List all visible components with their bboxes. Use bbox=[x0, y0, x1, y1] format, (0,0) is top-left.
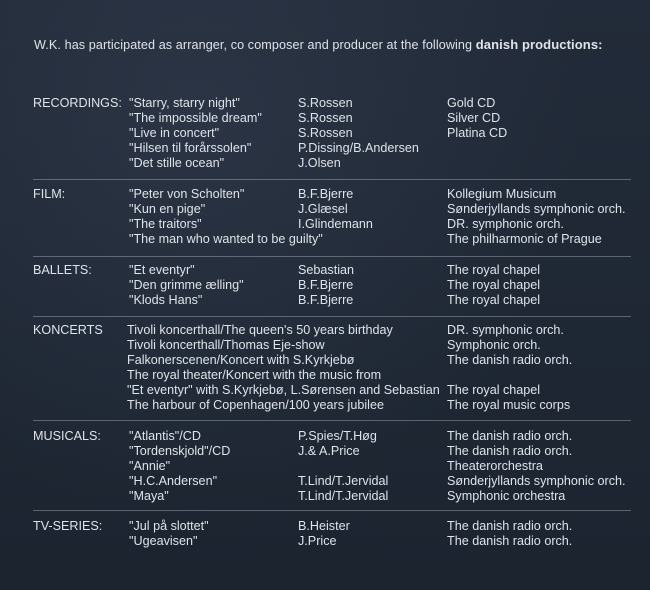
section-label-koncerts: KONCERTS bbox=[33, 323, 103, 337]
artist-cell: S.Rossen bbox=[298, 126, 353, 140]
title-cell: "Starry, starry night" bbox=[129, 96, 240, 110]
section-divider bbox=[33, 420, 631, 421]
orchestra-cell: Sønderjyllands symphonic orch. bbox=[447, 202, 626, 216]
award-cell: Silver CD bbox=[447, 111, 501, 125]
artist-cell: S.Rossen bbox=[298, 96, 353, 110]
orchestra-cell: The royal chapel bbox=[447, 278, 541, 292]
section-label-film: FILM: bbox=[33, 187, 66, 201]
title-cell: "H.C.Andersen" bbox=[129, 474, 218, 488]
composer-cell: Sebastian bbox=[298, 263, 355, 277]
title-cell: "Peter von Scholten" bbox=[129, 187, 245, 201]
section-label-tv-series: TV-SERIES: bbox=[33, 519, 103, 533]
section-divider bbox=[33, 256, 631, 257]
orchestra-cell: The danish radio orch. bbox=[447, 353, 573, 367]
intro-text: W.K. has participated as arranger, co composer and producer at the following bbox=[34, 38, 473, 52]
title-cell: "Den grimme ælling" bbox=[129, 278, 244, 292]
author-cell: J.Price bbox=[298, 534, 337, 548]
title-cell: "Jul på slottet" bbox=[129, 519, 209, 533]
artist-cell: P.Dissing/B.Andersen bbox=[298, 141, 419, 155]
artist-cell: J.Olsen bbox=[298, 156, 341, 170]
award-cell: Platina CD bbox=[447, 126, 508, 140]
orchestra-cell: The royal music corps bbox=[447, 398, 571, 412]
title-cell: "The traitors" bbox=[129, 217, 202, 231]
title-cell: "Ugeavisen" bbox=[129, 534, 198, 548]
title-cell: "Annie" bbox=[129, 459, 171, 473]
venue-cell: Tivoli koncerthall/The queen's 50 years birthday bbox=[127, 323, 393, 337]
artist-cell: S.Rossen bbox=[298, 111, 353, 125]
title-cell: "Maya" bbox=[129, 489, 169, 503]
title-cell: "Live in concert" bbox=[129, 126, 220, 140]
title-cell: "Klods Hans" bbox=[129, 293, 203, 307]
orchestra-cell: The royal chapel bbox=[447, 263, 541, 277]
title-cell: "Atlantis"/CD bbox=[129, 429, 201, 443]
author-cell: B.Heister bbox=[298, 519, 350, 533]
author-cell: T.Lind/T.Jervidal bbox=[298, 489, 389, 503]
orchestra-cell: The royal chapel bbox=[447, 383, 541, 397]
title-cell: "Tordenskjold"/CD bbox=[129, 444, 231, 458]
orchestra-cell: The danish radio orch. bbox=[447, 429, 573, 443]
author-cell: T.Lind/T.Jervidal bbox=[298, 474, 389, 488]
venue-cell: Tivoli koncerthall/Thomas Eje-show bbox=[127, 338, 325, 352]
orchestra-cell: Symphonic orch. bbox=[447, 338, 541, 352]
orchestra-cell: Kollegium Musicum bbox=[447, 187, 557, 201]
composer-cell: B.F.Bjerre bbox=[298, 293, 354, 307]
section-divider bbox=[33, 510, 631, 511]
title-cell: "The man who wanted to be guilty" bbox=[129, 232, 323, 246]
title-cell: "Hilsen til forårssolen" bbox=[129, 141, 252, 155]
orchestra-cell: Theaterorchestra bbox=[447, 459, 543, 473]
title-cell: "Det stille ocean" bbox=[129, 156, 225, 170]
orchestra-cell: The philharmonic of Prague bbox=[447, 232, 602, 246]
section-label-recordings: RECORDINGS: bbox=[33, 96, 122, 110]
orchestra-cell: The danish radio orch. bbox=[447, 534, 573, 548]
venue-cell: The harbour of Copenhagen/100 years jubilee bbox=[127, 398, 384, 412]
orchestra-cell: Symphonic orchestra bbox=[447, 489, 566, 503]
section-label-ballets: BALLETS: bbox=[33, 263, 92, 277]
author-cell: J.& A.Price bbox=[298, 444, 360, 458]
orchestra-cell: DR. symphonic orch. bbox=[447, 217, 564, 231]
title-cell: "Kun en pige" bbox=[129, 202, 206, 216]
section-divider bbox=[33, 316, 631, 317]
director-cell: J.Glæsel bbox=[298, 202, 348, 216]
author-cell: P.Spies/T.Høg bbox=[298, 429, 377, 443]
intro-line bbox=[34, 37, 603, 52]
section-label-musicals: MUSICALS: bbox=[33, 429, 101, 443]
award-cell: Gold CD bbox=[447, 96, 496, 110]
director-cell: B.F.Bjerre bbox=[298, 187, 354, 201]
venue-cell: "Et eventyr" with S.Kyrkjebø, L.Sørensen and Sebastian bbox=[127, 383, 440, 397]
intro-bold-text: danish productions: bbox=[475, 37, 603, 52]
venue-cell: The royal theater/Koncert with the music from bbox=[127, 368, 382, 382]
composer-cell: B.F.Bjerre bbox=[298, 278, 354, 292]
title-cell: "The impossible dream" bbox=[129, 111, 262, 125]
orchestra-cell: DR. symphonic orch. bbox=[447, 323, 564, 337]
orchestra-cell: The danish radio orch. bbox=[447, 519, 573, 533]
title-cell: "Et eventyr" bbox=[129, 263, 195, 277]
director-cell: I.Glindemann bbox=[298, 217, 373, 231]
section-divider bbox=[33, 179, 631, 180]
orchestra-cell: Sønderjyllands symphonic orch. bbox=[447, 474, 626, 488]
venue-cell: Falkonerscenen/Koncert with S.Kyrkjebø bbox=[127, 353, 355, 367]
orchestra-cell: The royal chapel bbox=[447, 293, 541, 307]
orchestra-cell: The danish radio orch. bbox=[447, 444, 573, 458]
